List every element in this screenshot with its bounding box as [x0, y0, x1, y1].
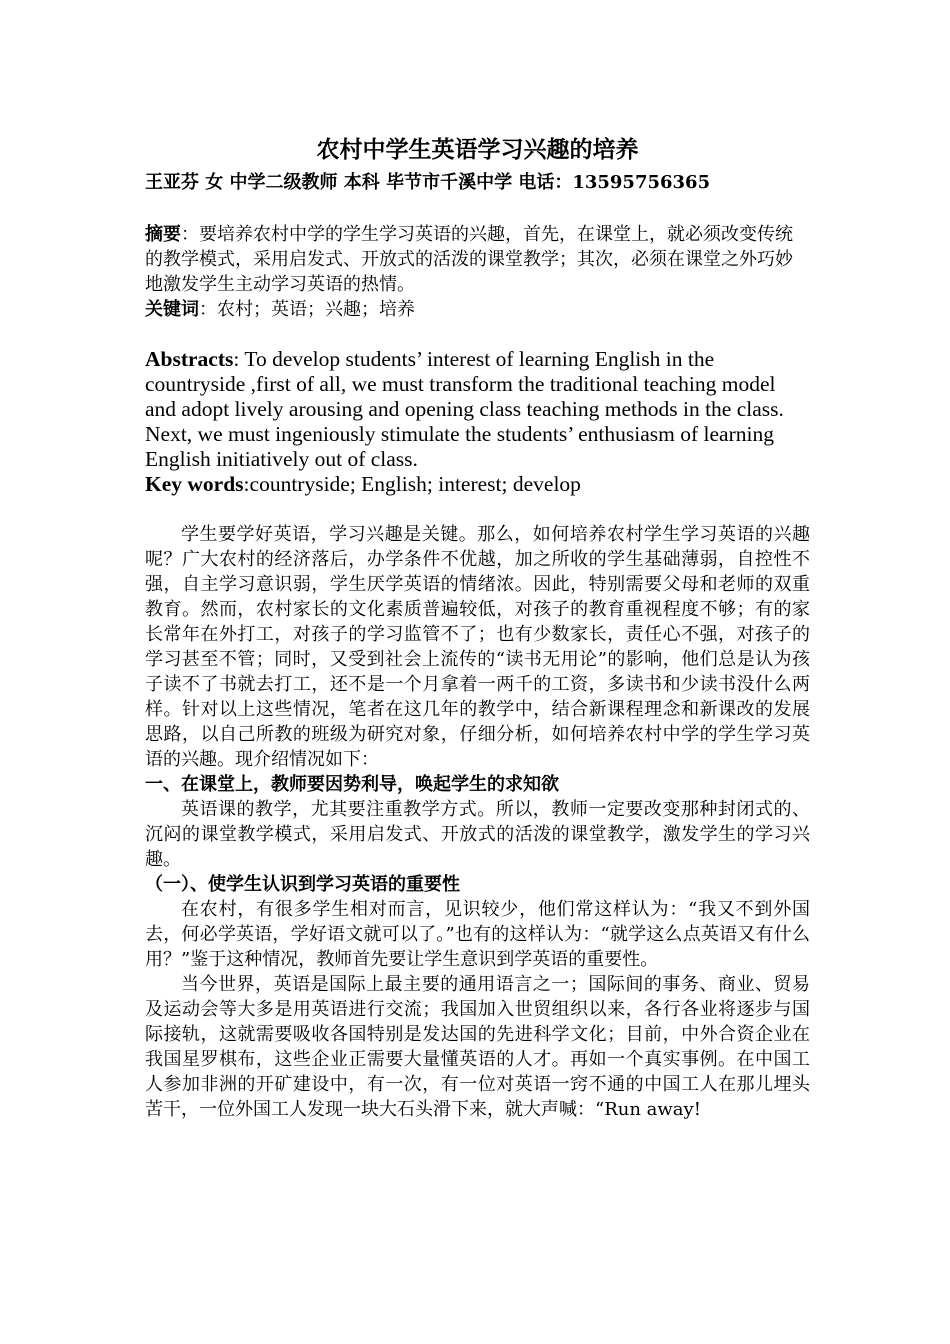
subsection1-heading: （一）、使学生认识到学习英语的重要性 — [145, 874, 460, 895]
intro-paragraph: 学生要学好英语，学习兴趣是关键。那么，如何培养农村学生学习英语的兴趣呢？广大农村的经济落后，办学条件不优越，加之所收的学生基础薄弱，自控性不强，自主学习意识弱，学生厌学英语的情绪浓。因此，特别需要父母和老师的双重教育。然而，农村家长的文化素质普遍较低，对孩子的教育重视程度不够；有的家长常年在外打工，对孩子的学习监管不了；也有少数家长，责任心不强，对孩子的学习甚至不管；同时，又受到社会上流传的“读书无用论”的影响，他们总是认为孩子读不了书就去打工，还不是一个月拿着一两千的工资，多读书和少读书没什么两样。针对以上这些情况，笔者在这几年的教学中，结合新课程理念和新课改的发展思路，以自己所教的班级为研究对象，仔细分析，如何培养农村中学的学生学习英语的兴趣。现介绍情况如下： — [145, 524, 810, 770]
section1-paragraph: 英语课的教学，尤其要注重教学方式。所以，教师一定要改变那种封闭式的、沉闷的课堂教学模式，采用启发式、开放式的活泼的课堂教学，激发学生的学习兴趣。 — [145, 799, 810, 870]
section1-heading: 一、在课堂上，教师要因势利导，唤起学生的求知欲 — [145, 774, 559, 795]
abstract-cn — [145, 222, 810, 297]
document-title: 农村中学生英语学习兴趣的培养 — [316, 137, 639, 163]
abstract-cn-text: ：要培养农村中学的学生学习英语的兴趣，首先，在课堂上，就必须改变传统的教学模式，采用启发式、开放式的活泼的课堂教学；其次，必须在课堂之外巧妙地激发学生主动学习英语的热情。 — [145, 224, 793, 295]
keywords-cn-text: ：农村；英语；兴趣；培养 — [199, 299, 415, 320]
keywords-en-text: :countryside; English; interest; develop — [243, 472, 581, 496]
keywords-cn-label: 关键词 — [145, 299, 199, 320]
author-line: 王亚芬 女 中学二级教师 本科 毕节市千溪中学 电话：13595756365 — [145, 172, 711, 193]
abstract-cn-label: 摘要 — [145, 224, 181, 245]
subsection1-paragraph: 在农村，有很多学生相对而言，见识较少，他们常这样认为：“我又不到外国去，何必学英语，学好语文就可以了。”也有的这样认为：“就学这么点英语又有什么用？”鉴于这种情况，教师首先要让学生意识到学英语的重要性。 — [145, 899, 810, 970]
abstract-en — [145, 347, 810, 472]
keywords-en-label: Key words — [145, 472, 244, 496]
subsection1-paragraph-2: 当今世界，英语是国际上最主要的通用语言之一；国际间的事务、商业、贸易及运动会等大多是用英语进行交流；我国加入世贸组织以来，各行各业将逐步与国际接轨，这就需要吸收各国特别是发达国的先进科学文化；目前，中外合资企业在我国星罗棋布，这些企业正需要大量懂英语的人才。再如一个真实事例。在中国工人参加非洲的开矿建设中，有一次，有一位对英语一窍不通的中国工人在那儿埋头苦干，一位外国工人发现一块大石头滑下来，就大声喊：“Run away! — [145, 974, 810, 1120]
abstract-en-label: Abstracts — [145, 347, 234, 371]
abstract-en-text: : To develop students’ interest of learning English in the countryside ,first of all, we must transform the traditional teaching model and adopt lively arousing and opening class teaching methods in the class. Next, we must ingeniously stimulate the students’ enthusiasm of learning English initiatively out of class. — [145, 347, 784, 471]
keywords-cn — [145, 297, 810, 322]
keywords-en — [145, 472, 810, 497]
